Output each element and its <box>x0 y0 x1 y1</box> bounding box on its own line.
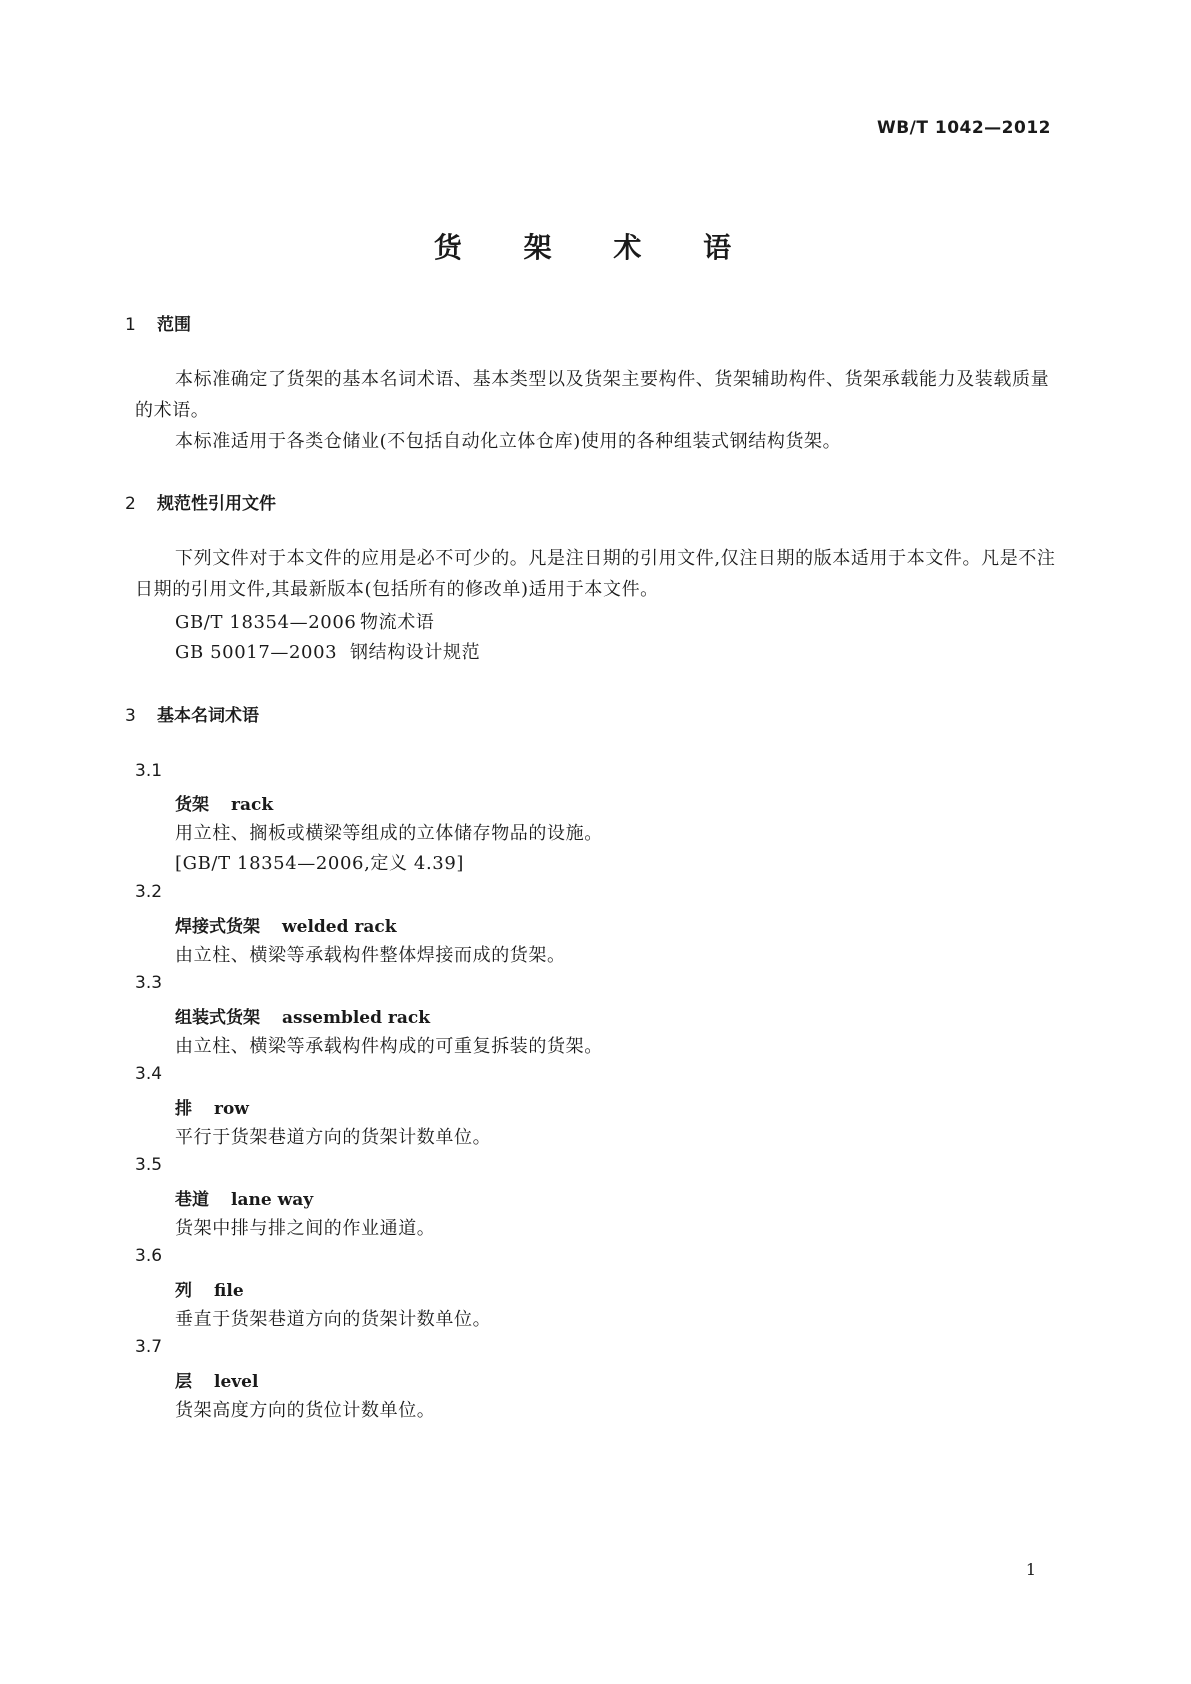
clause-number: 3.3 <box>135 973 163 993</box>
clause-number: 3.1 <box>135 761 163 781</box>
term-en: welded rack <box>282 917 397 937</box>
term-zh: 焊接式货架 <box>175 917 260 937</box>
page-number: 1 <box>1025 1560 1036 1579</box>
clause-number: 3.6 <box>135 1246 163 1266</box>
term-zh: 组装式货架 <box>175 1008 260 1028</box>
section-heading <box>125 701 259 726</box>
clause-number: 3.4 <box>135 1064 163 1084</box>
reference-title: 钢结构设计规范 <box>350 642 481 663</box>
term-definition: 由立柱、横梁等承载构件构成的可重复拆装的货架。 <box>175 1036 603 1057</box>
paragraph: 本标准适用于各类仓储业(不包括自动化立体仓库)使用的各种组装式钢结构货架。 <box>175 431 842 452</box>
term-en: assembled rack <box>282 1008 431 1028</box>
reference-item <box>175 638 480 664</box>
term-heading <box>175 790 273 815</box>
section-heading <box>125 489 276 514</box>
term-en: lane way <box>231 1190 314 1210</box>
term-definition: 货架中排与排之间的作业通道。 <box>175 1218 436 1239</box>
standard-code: WB/T 1042—2012 <box>876 118 1051 138</box>
term-zh: 排 <box>175 1099 192 1119</box>
term-zh: 层 <box>175 1372 192 1392</box>
term-en: file <box>214 1281 244 1301</box>
term-source: [GB/T 18354—2006,定义 4.39] <box>175 853 465 874</box>
paragraph: 下列文件对于本文件的应用是必不可少的。凡是注日期的引用文件,仅注日期的版本适用于本文件。凡是不注日期的引用文件,其最新版本(包括所有的修改单)适用于本文件。 <box>135 548 1056 600</box>
reference-title: 物流术语 <box>360 612 435 633</box>
section-number: 3 <box>125 706 136 726</box>
reference-item <box>175 608 434 634</box>
term-heading <box>175 1094 249 1119</box>
term-heading <box>175 1003 430 1028</box>
document-title: 货 架 术 语 <box>433 231 758 264</box>
term-definition: 垂直于货架巷道方向的货架计数单位。 <box>175 1309 492 1330</box>
term-definition: 用立柱、搁板或横梁等组成的立体储存物品的设施。 <box>175 823 603 844</box>
term-en: row <box>214 1099 249 1119</box>
term-heading <box>175 1185 313 1210</box>
reference-code: GB 50017—2003 <box>175 642 338 663</box>
section-title: 基本名词术语 <box>157 706 259 726</box>
term-zh: 巷道 <box>175 1190 209 1210</box>
term-definition: 货架高度方向的货位计数单位。 <box>175 1400 436 1421</box>
section-number: 2 <box>125 494 136 514</box>
section-number: 1 <box>125 315 136 335</box>
term-heading <box>175 1367 258 1392</box>
clause-number: 3.7 <box>135 1337 163 1357</box>
section-title: 规范性引用文件 <box>157 494 276 514</box>
clause-number: 3.2 <box>135 882 163 902</box>
paragraph: 本标准确定了货架的基本名词术语、基本类型以及货架主要构件、货架辅助构件、货架承载能力及装载质量的术语。 <box>135 369 1050 421</box>
reference-code: GB/T 18354—2006 <box>175 612 357 633</box>
term-en: level <box>214 1372 259 1392</box>
term-heading <box>175 912 397 937</box>
term-en: rack <box>231 795 274 815</box>
term-definition: 由立柱、横梁等承载构件整体焊接而成的货架。 <box>175 945 566 966</box>
term-zh: 列 <box>175 1281 192 1301</box>
term-zh: 货架 <box>175 795 209 815</box>
section-heading <box>125 310 191 335</box>
section-title: 范围 <box>157 315 191 335</box>
term-definition: 平行于货架巷道方向的货架计数单位。 <box>175 1127 492 1148</box>
term-heading <box>175 1276 244 1301</box>
clause-number: 3.5 <box>135 1155 163 1175</box>
